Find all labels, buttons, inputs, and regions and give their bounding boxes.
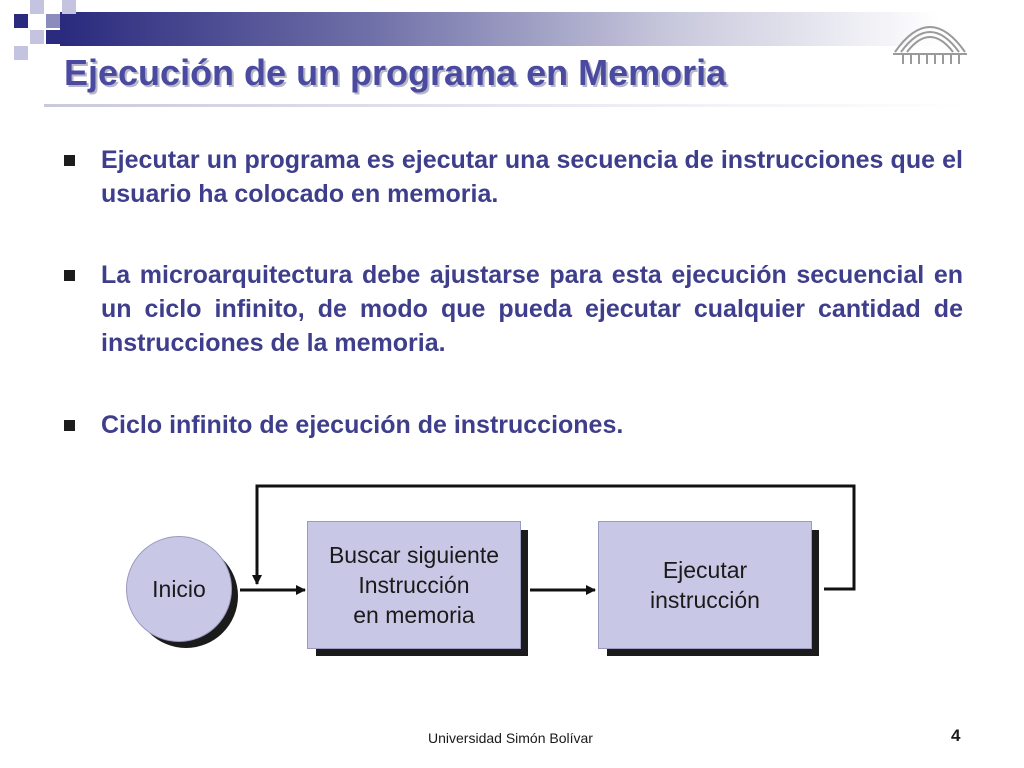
execute-instruction-node	[598, 521, 812, 649]
bullet-text-3: Ciclo infinito de ejecución de instrucciones.	[101, 411, 624, 439]
start-node-label: Inicio	[152, 575, 206, 602]
bullet-text-2: La microarquitectura debe ajustarse para esta ejecución secuencial en un ciclo infinito, de modo que pueda ejecutar cualquier cantidad de instrucciones de la memoria.	[101, 261, 963, 357]
execute-node-line-1: Ejecutar	[662, 557, 748, 583]
slide-title: Ejecución de un programa en Memoria	[64, 52, 727, 93]
execute-node-line-2: instrucción	[650, 587, 760, 613]
fetch-node-line-3: en memoria	[353, 602, 475, 628]
start-node	[126, 536, 232, 642]
page-number: 4	[951, 726, 961, 745]
fetch-node-line-1: Buscar siguiente	[328, 542, 500, 568]
fetch-instruction-node	[307, 521, 521, 649]
footer-institution: Universidad Simón Bolívar	[428, 730, 593, 746]
bullet-text-1: Ejecutar un programa es ejecutar una secuencia de instrucciones que el usuario ha colocado en memoria.	[101, 146, 963, 208]
fetch-node-line-2: Instrucción	[358, 572, 470, 598]
